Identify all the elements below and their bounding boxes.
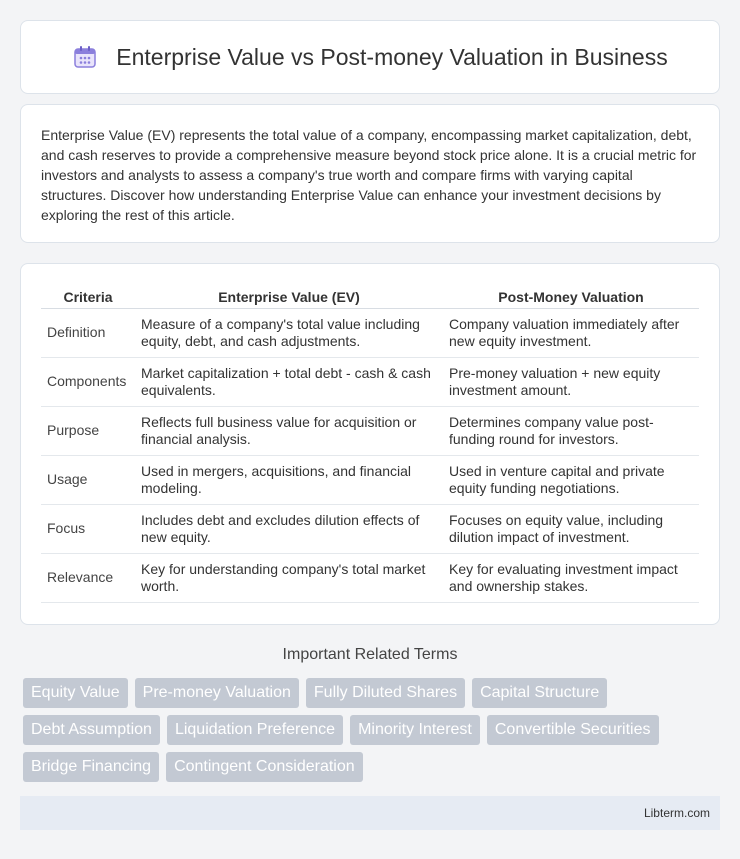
page-header <box>20 20 720 94</box>
table-row <box>41 357 699 406</box>
table-cell-criteria: Focus <box>41 504 135 553</box>
table-cell-criteria: Relevance <box>41 553 135 602</box>
related-term-tag[interactable]: Fully Diluted Shares <box>306 678 465 708</box>
table-cell-criteria: Purpose <box>41 406 135 455</box>
related-term-tag[interactable]: Convertible Securities <box>487 715 659 745</box>
table-cell-ev: Includes debt and excludes dilution effects of new equity. <box>135 504 443 553</box>
related-term-tag[interactable]: Contingent Consideration <box>166 752 363 782</box>
column-header-post-money: Post-Money Valuation <box>443 284 699 308</box>
table-cell-criteria: Components <box>41 357 135 406</box>
table-cell-post-money: Key for evaluating investment impact and ownership stakes. <box>443 553 699 602</box>
table-cell-criteria: Usage <box>41 455 135 504</box>
table-row <box>41 455 699 504</box>
table-cell-ev: Key for understanding company's total market worth. <box>135 553 443 602</box>
table-cell-ev: Used in mergers, acquisitions, and financial modeling. <box>135 455 443 504</box>
footer-site-link[interactable]: Libterm.com <box>643 806 710 820</box>
column-header-ev: Enterprise Value (EV) <box>135 284 443 308</box>
table-cell-post-money: Determines company value post-funding round for investors. <box>443 406 699 455</box>
related-term-tag[interactable]: Minority Interest <box>350 715 480 745</box>
page-title: Enterprise Value vs Post-money Valuation in Business <box>116 43 668 70</box>
related-terms-title: Important Related Terms <box>282 646 458 663</box>
table-row <box>41 308 699 357</box>
table-row <box>41 553 699 602</box>
related-term-tag[interactable]: Pre-money Valuation <box>135 678 299 708</box>
intro-section <box>20 104 720 243</box>
comparison-table-card <box>20 263 720 625</box>
table-cell-post-money: Pre-money valuation + new equity investment amount. <box>443 357 699 406</box>
table-cell-post-money: Company valuation immediately after new equity investment. <box>443 308 699 357</box>
table-header-row <box>41 284 699 308</box>
related-term-tag[interactable]: Debt Assumption <box>23 715 160 745</box>
column-header-criteria: Criteria <box>41 284 135 308</box>
table-row <box>41 406 699 455</box>
table-cell-criteria: Definition <box>41 308 135 357</box>
related-term-tag[interactable]: Equity Value <box>23 678 128 708</box>
page-footer <box>20 796 720 830</box>
table-cell-post-money: Used in venture capital and private equity funding negotiations. <box>443 455 699 504</box>
comparison-table <box>41 284 699 603</box>
table-row <box>41 504 699 553</box>
related-term-tag[interactable]: Capital Structure <box>472 678 607 708</box>
table-cell-ev: Market capitalization + total debt - cash & cash equivalents. <box>135 357 443 406</box>
table-cell-post-money: Focuses on equity value, including dilution impact of investment. <box>443 504 699 553</box>
intro-text: Enterprise Value (EV) represents the total value of a company, encompassing market capitalization, debt, and cash reserves to provide a comprehensive measure beyond stock price alone. It is a crucial metric for investors and analysts to assess a company's true worth and compare firms with varying capital structures. Discover how understanding Enterprise Value can enhance your investment decisions by exploring the rest of this article. <box>41 127 697 223</box>
related-term-tag[interactable]: Bridge Financing <box>23 752 159 782</box>
related-terms-list <box>20 678 720 782</box>
table-cell-ev: Measure of a company's total value including equity, debt, and cash adjustments. <box>135 308 443 357</box>
related-term-tag[interactable]: Liquidation Preference <box>167 715 343 745</box>
calendar-icon <box>72 44 98 70</box>
table-cell-ev: Reflects full business value for acquisition or financial analysis. <box>135 406 443 455</box>
